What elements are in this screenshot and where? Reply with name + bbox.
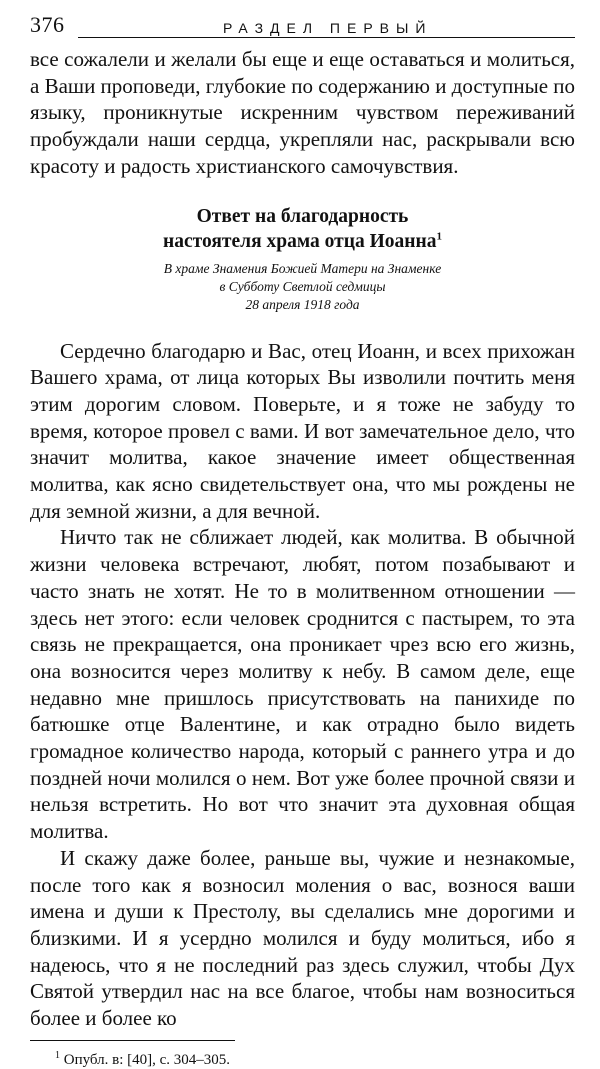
subtitle-line: 28 апреля 1918 года	[245, 296, 360, 312]
section-heading	[30, 204, 575, 314]
heading-line-2	[30, 229, 575, 254]
subtitle-line: В храме Знамения Божией Матери на Знаменке	[163, 260, 442, 276]
book-page	[30, 12, 575, 1069]
footnote-mark: 1	[55, 1049, 60, 1061]
intro-line: ту и радость христианского самочувствия.	[79, 153, 459, 178]
intro-line: а Ваши проповеди, глубокие по содержанию и доступные по	[30, 73, 576, 98]
heading-footnote-mark: 1	[436, 230, 442, 243]
running-title: РАЗДЕЛ ПЕРВЫЙ	[215, 20, 440, 36]
footnote-text: Опубл. в: [40], с. 304–305.	[63, 1051, 231, 1068]
subtitle-line: в Субботу Светлой седмицы	[219, 278, 386, 294]
intro-line: языку, проникнутые искренним чувством переживаний про	[30, 100, 575, 152]
footnote	[30, 1049, 575, 1069]
header-rule	[78, 37, 575, 38]
intro-line: буждали наши сердца, укрепляли нас, раскрывали всю красо	[30, 127, 575, 178]
body-text	[30, 46, 575, 180]
page-header	[30, 12, 575, 46]
paragraph: Сердечно благодарю и Вас, отец Иоанн, и всех прихожан Вашего храма, от лица которых Вы изволили почтить меня этим дорогим словом. Поверьте, и я тоже не забуду то время, которое провел с вами. И вот замечательное дело, что значит молитва, какое значение имеет общественная молитва, как ясно свидетельствует она, что мы рождены не для земной жизни, а для вечной.	[30, 338, 575, 523]
footnote-rule	[30, 1040, 235, 1041]
intro-line: все сожалели и желали бы еще и еще оставаться и молиться,	[30, 47, 575, 71]
heading-line-1: Ответ на благодарность	[196, 205, 409, 227]
page-number: 376	[30, 12, 65, 37]
heading-line-2-text: настоятеля храма отца Иоанна	[163, 230, 437, 252]
intro-paragraph	[30, 46, 575, 180]
paragraph: Ничто так не сближает людей, как молитва. В обычной жизни человека встречают, любят, потом позабывают и часто знать не хотят. Не то в молитвенном отношении — здесь нет этого: если человек сроднится с пастырем, то эта связь не прекращается, она проникает чрез всю его жизнь, она возносится через молитву к небу. В самом деле, еще недавно мне пришлось присутствовать на панихиде по батюшке отце Валентине, и как отрадно было видеть громадное количество народа, который с раннего утра и до поздней ночи молился о нем. Вот уже более прочной связи и нельзя встретить. Но вот что значит эта духовная общая молитва.	[30, 525, 575, 844]
body-text-main	[30, 338, 575, 1032]
paragraph: И скажу даже более, раньше вы, чужие и незнакомые, после того как я возносил моления о вас, вознося ваши имена и души к Престолу, вы сделались мне дорогими и близкими. И я усердно молился и буду молиться, ибо я надеюсь, что я не последний раз здесь служил, чтобы Дух Святой утвердил нас на все благое, чтобы нам возноситься более и более ко	[30, 845, 575, 1031]
